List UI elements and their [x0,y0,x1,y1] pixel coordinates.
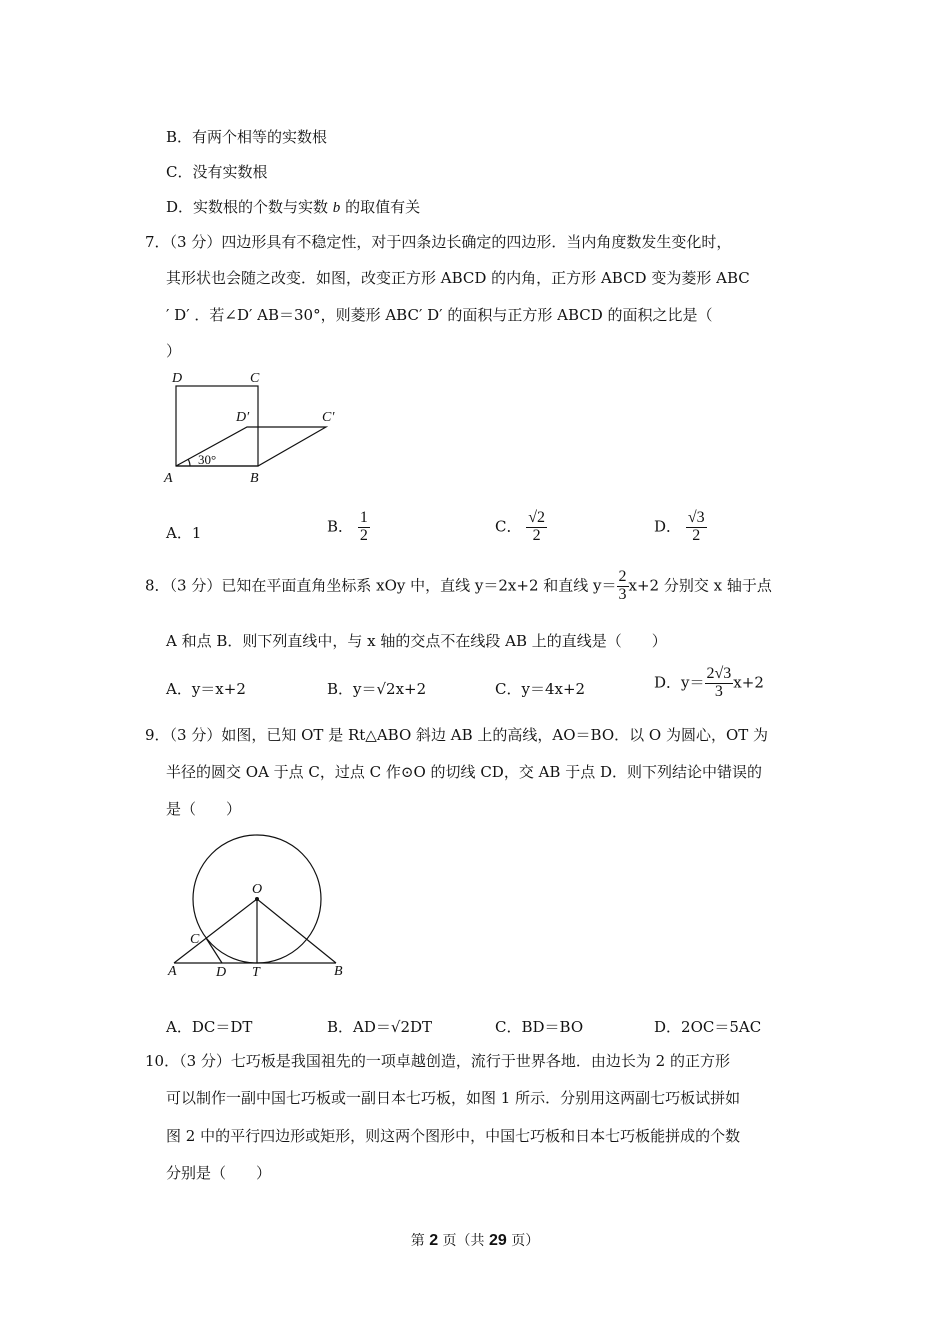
q8-option-d [654,666,764,701]
label-o: O [252,882,263,897]
frac-num: 2√3 [706,665,732,682]
label-b: B [334,964,343,979]
lines-ao-bo [174,899,336,963]
q6-option-b: B．有两个相等的实数根 [166,128,328,146]
q7-line3: ′ D′ ．若∠D′ AB＝30°，则菱形 ABC′ D′ 的面积与正方形 ABCD 的面积之比是（ [166,306,713,324]
footer-middle: 页（共 [438,1233,489,1249]
footer-total-pages: 29 [489,1232,507,1249]
q9-line3: 是（ ） [166,800,242,818]
q10-line4: 分别是（ ） [166,1164,272,1182]
q7-option-d-label: D． [654,517,682,536]
q7-line1: 7．（3 分）四边形具有不稳定性，对于四条边长确定的四边形．当内角度数发生变化时， [145,233,732,251]
label-c-prime: C′ [322,410,335,425]
q8-fraction [617,569,629,604]
q8-option-d-suffix: x+2 [733,673,764,692]
label-c: C [250,371,260,386]
label-d-prime: D′ [236,410,250,425]
q8-option-d-label: D．y＝ [654,673,705,692]
q6-option-c: C．没有实数根 [166,163,268,181]
page-footer [0,1230,950,1250]
q10-line2: 可以制作一副中国七巧板或一副日本七巧板，如图 1 所示．分别用这两副七巧板试拼如 [166,1089,741,1107]
q9-option-b: B．AD＝√2DT [327,1018,433,1036]
q7-option-b-fraction [358,510,370,545]
q7-line2: 其形状也会随之改变．如图，改变正方形 ABCD 的内角，正方形 ABCD 变为菱形 ABC [166,269,750,287]
q7-option-a: A．1 [166,524,202,542]
label-t: T [252,965,260,980]
q9-option-c: C．BD＝BO [495,1018,584,1036]
q7-option-b-label: B． [327,517,354,536]
frac-den: 3 [714,682,723,700]
q10-line1: 10．（3 分）七巧板是我国祖先的一项卓越创造，流行于世界各地．由边长为 2 的正方形 [145,1052,730,1070]
q8-option-b: B．y＝√2x+2 [327,680,427,698]
q9-line2: 半径的圆交 OA 于点 C，过点 C 作⊙O 的切线 CD，交 AB 于点 D．则下列结论中错误的 [166,763,763,781]
q7-option-b [327,510,370,545]
q6-option-d-var: b [332,200,341,216]
q8-line1 [145,569,772,604]
q7-line4: ） [166,342,182,360]
q8-line1-part-a: 8．（3 分）已知在平面直角坐标系 xOy 中，直线 y＝2x+2 和直线 y＝ [145,576,617,595]
frac-den: 3 [618,585,627,603]
q9-figure [160,830,360,980]
q7-option-c [495,510,547,545]
label-a: A [164,471,173,486]
q10-line3: 图 2 中的平行四边形或矩形，则这两个图形中，中国七巧板和日本七巧板能拼成的个数 [166,1127,741,1145]
q7-figure [160,368,360,493]
q9-line1: 9．（3 分）如图，已知 OT 是 Rt△ABO 斜边 AB 上的高线，AO＝BO．以 O 为圆心，OT 为 [145,726,769,744]
frac-den: 2 [359,526,368,544]
q8-line1-part-b: x+2 分别交 x 轴于点 [628,576,772,595]
frac-num: √2 [528,509,546,526]
label-b: B [250,471,259,486]
q6-option-d [166,196,420,217]
frac-num: 1 [359,509,368,526]
angle-arc [188,459,190,466]
q8-option-d-fraction [705,666,734,701]
q9-option-a: A．DC＝DT [166,1018,253,1036]
footer-prefix: 第 [410,1233,430,1249]
frac-num: 2 [618,568,627,585]
label-a: A [168,964,177,979]
q9-option-d: D．2OC＝5AC [654,1018,762,1036]
q6-option-d-prefix: D．实数根的个数与实数 [166,198,333,216]
frac-den: 2 [532,526,541,544]
q7-option-c-fraction [526,510,547,545]
label-c: C [190,932,200,947]
label-d: D [172,371,183,386]
center-point-o [255,897,259,901]
label-d: D [216,965,227,980]
frac-den: 2 [692,526,701,544]
q7-option-d [654,510,707,545]
q7-option-c-label: C． [495,517,522,536]
q8-option-c: C．y＝4x+2 [495,680,586,698]
q6-option-d-suffix: 的取值有关 [340,198,421,216]
q7-option-d-fraction [686,510,707,545]
footer-page-number: 2 [429,1232,439,1249]
frac-num: √3 [687,509,705,526]
q8-line2: A 和点 B．则下列直线中，与 x 轴的交点不在线段 AB 上的直线是（ ） [166,632,667,650]
q8-option-a: A．y＝x+2 [166,680,246,698]
square-abcd [176,386,258,466]
footer-suffix: 页） [506,1233,540,1249]
label-angle: 30° [198,452,217,467]
